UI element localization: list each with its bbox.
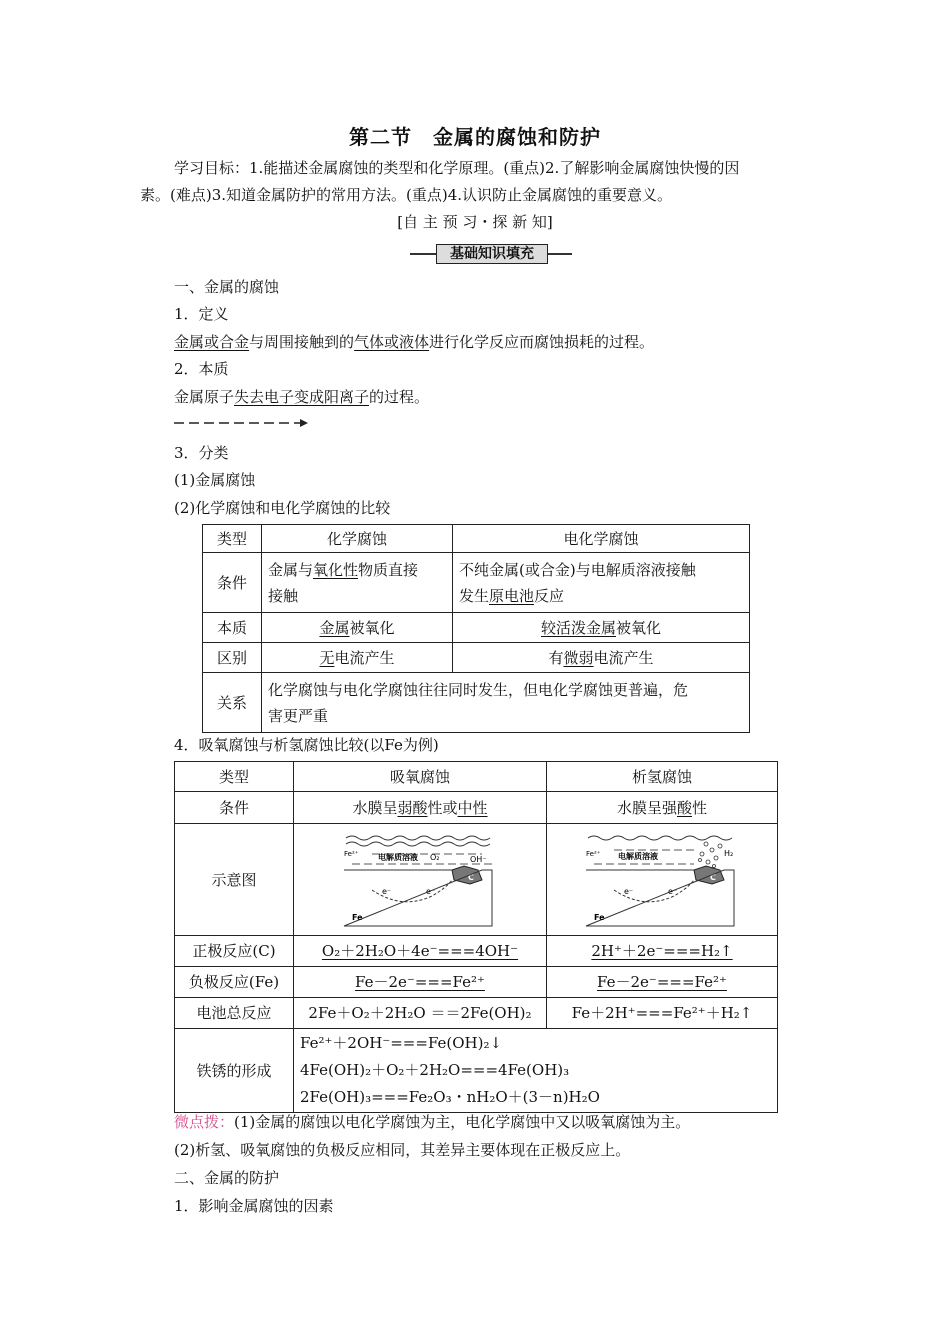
t2-positive-absorb: O₂＋2H₂O＋4e⁻===4OH⁻ <box>294 936 547 967</box>
t2-positive-label: 正极反应(C) <box>175 936 294 967</box>
carbon-label: C <box>468 872 474 882</box>
factors-title: 1．影响金属腐蚀的因素 <box>174 1197 334 1215</box>
t1-header-elec: 电化学腐蚀 <box>453 525 750 553</box>
t1-essence-chem: 金属被氧化 <box>262 613 453 643</box>
essence-text: 金属原子失去电子变成阳离子的过程。 <box>174 388 430 406</box>
t2-negative-label: 负极反应(Fe) <box>175 967 294 998</box>
t2-rust-formation: Fe²⁺＋2OH⁻===Fe(OH)₂↓ 4Fe(OH)₂＋O₂＋2H₂O===4Fe(OH)₃ 2Fe(OH)₃===Fe₂O₃・nH₂O＋(3－n)H₂O <box>294 1029 778 1113</box>
dashed-arrow-icon <box>174 418 308 428</box>
t2-positive-hydrogen: 2H⁺＋2e⁻===H₂↑ <box>547 936 778 967</box>
carbon-label-h: C <box>710 872 716 882</box>
t2-diagram-hydrogen <box>547 824 778 936</box>
t2-total-label: 电池总反应 <box>175 998 294 1029</box>
t1-diff-elec: 有微弱电流产生 <box>453 643 750 673</box>
classification-1: (1)金属腐蚀 <box>174 471 256 489</box>
t1-relation-text: 化学腐蚀与电化学腐蚀往往同时发生，但电化学腐蚀更普遍，危 害更严重 <box>262 673 750 733</box>
t2-rust-label: 铁锈的形成 <box>175 1029 294 1113</box>
t1-cond-label: 条件 <box>203 553 262 613</box>
t2-cond-hydrogen: 水膜呈强酸性 <box>547 792 778 824</box>
t1-cond-elec: 不纯金属(或合金)与电解质溶液接触 发生原电池反应 <box>453 553 750 613</box>
comparison-table-1 <box>202 524 750 733</box>
t2-cond-absorb: 水膜呈弱酸性或中性 <box>294 792 547 824</box>
t2-negative-absorb: Fe－2e⁻===Fe²⁺ <box>294 967 547 998</box>
t2-negative-hydrogen: Fe－2e⁻===Fe²⁺ <box>547 967 778 998</box>
oxygen-absorption-diagram <box>342 830 498 930</box>
learning-goals-line2: 素。(难点)3.知道金属防护的常用方法。(重点)4.认识防止金属腐蚀的重要意义。 <box>140 186 673 204</box>
learning-goals-line1: 学习目标：1.能描述金属腐蚀的类型和化学原理。(重点)2.了解影响金属腐蚀快慢的因 <box>174 159 740 177</box>
solution-label-h: 电解质溶液 <box>618 851 658 861</box>
t2-cond-label: 条件 <box>175 792 294 824</box>
definition-title: 1．定义 <box>174 305 229 323</box>
comparison-table-2 <box>174 761 778 1113</box>
definition-text: 金属或合金与周围接触到的气体或液体进行化学反应而腐蚀损耗的过程。 <box>174 333 655 351</box>
classification-2: (2)化学腐蚀和电化学腐蚀的比较 <box>174 499 391 517</box>
t2-total-hydrogen: Fe＋2H⁺===Fe²⁺＋H₂↑ <box>547 998 778 1029</box>
section-tag: [自 主 预 习・探 新 知] <box>397 213 553 231</box>
t2-header-hydrogen: 析氢腐蚀 <box>547 762 778 792</box>
t1-diff-chem: 无电流产生 <box>262 643 453 673</box>
tip-label: 微点拨： <box>174 1113 235 1131</box>
heading-oxygen-hydrogen: 4．吸氧腐蚀与析氢腐蚀比较(以Fe为例) <box>174 736 439 754</box>
banner-label: 基础知识填充 <box>436 244 548 264</box>
electron-label-h2: e⁻ <box>668 886 678 896</box>
t1-cond-chem: 金属与氧化性物质直接 接触 <box>262 553 453 613</box>
electron-label-1: e⁻ <box>382 886 392 896</box>
t2-header-type: 类型 <box>175 762 294 792</box>
heading-corrosion: 一、金属的腐蚀 <box>174 278 280 296</box>
t2-header-absorb: 吸氧腐蚀 <box>294 762 547 792</box>
t1-diff-label: 区别 <box>203 643 262 673</box>
t2-diagram-absorb <box>294 824 547 936</box>
t1-header-type: 类型 <box>203 525 262 553</box>
t2-total-absorb: 2Fe＋O₂＋2H₂O ＝＝2Fe(OH)₂ <box>294 998 547 1029</box>
essence-title: 2．本质 <box>174 360 229 378</box>
solution-label: 电解质溶液 <box>378 852 418 862</box>
tip-line-2: (2)析氢、吸氧腐蚀的负极反应相同，其差异主要体现在正极反应上。 <box>174 1141 631 1159</box>
heading-protection: 二、金属的防护 <box>174 1169 280 1187</box>
iron-label-h: Fe <box>594 912 605 922</box>
t1-essence-label: 本质 <box>203 613 262 643</box>
t1-relation-label: 关系 <box>203 673 262 733</box>
t1-header-chem: 化学腐蚀 <box>262 525 453 553</box>
classification-title: 3．分类 <box>174 444 229 462</box>
oh-label: OH⁻ <box>470 854 487 864</box>
o2-label: O₂ <box>430 852 440 862</box>
iron-label: Fe <box>352 912 363 922</box>
fe2-label: Fe²⁺ <box>344 849 359 858</box>
t1-essence-elec: 较活泼金属被氧化 <box>453 613 750 643</box>
h2-label: H₂ <box>724 848 734 858</box>
electron-label-2: e⁻ <box>426 886 436 896</box>
fe2-label-h: Fe²⁺ <box>586 849 601 858</box>
page-title: 第二节 金属的腐蚀和防护 <box>349 125 601 149</box>
electron-label-h1: e⁻ <box>624 886 634 896</box>
t2-diagram-label: 示意图 <box>175 824 294 936</box>
hydrogen-evolution-diagram <box>584 830 740 930</box>
tip-line-1: 微点拨：(1)金属的腐蚀以电化学腐蚀为主，电化学腐蚀中又以吸氧腐蚀为主。 <box>174 1113 691 1131</box>
banner <box>410 244 572 264</box>
